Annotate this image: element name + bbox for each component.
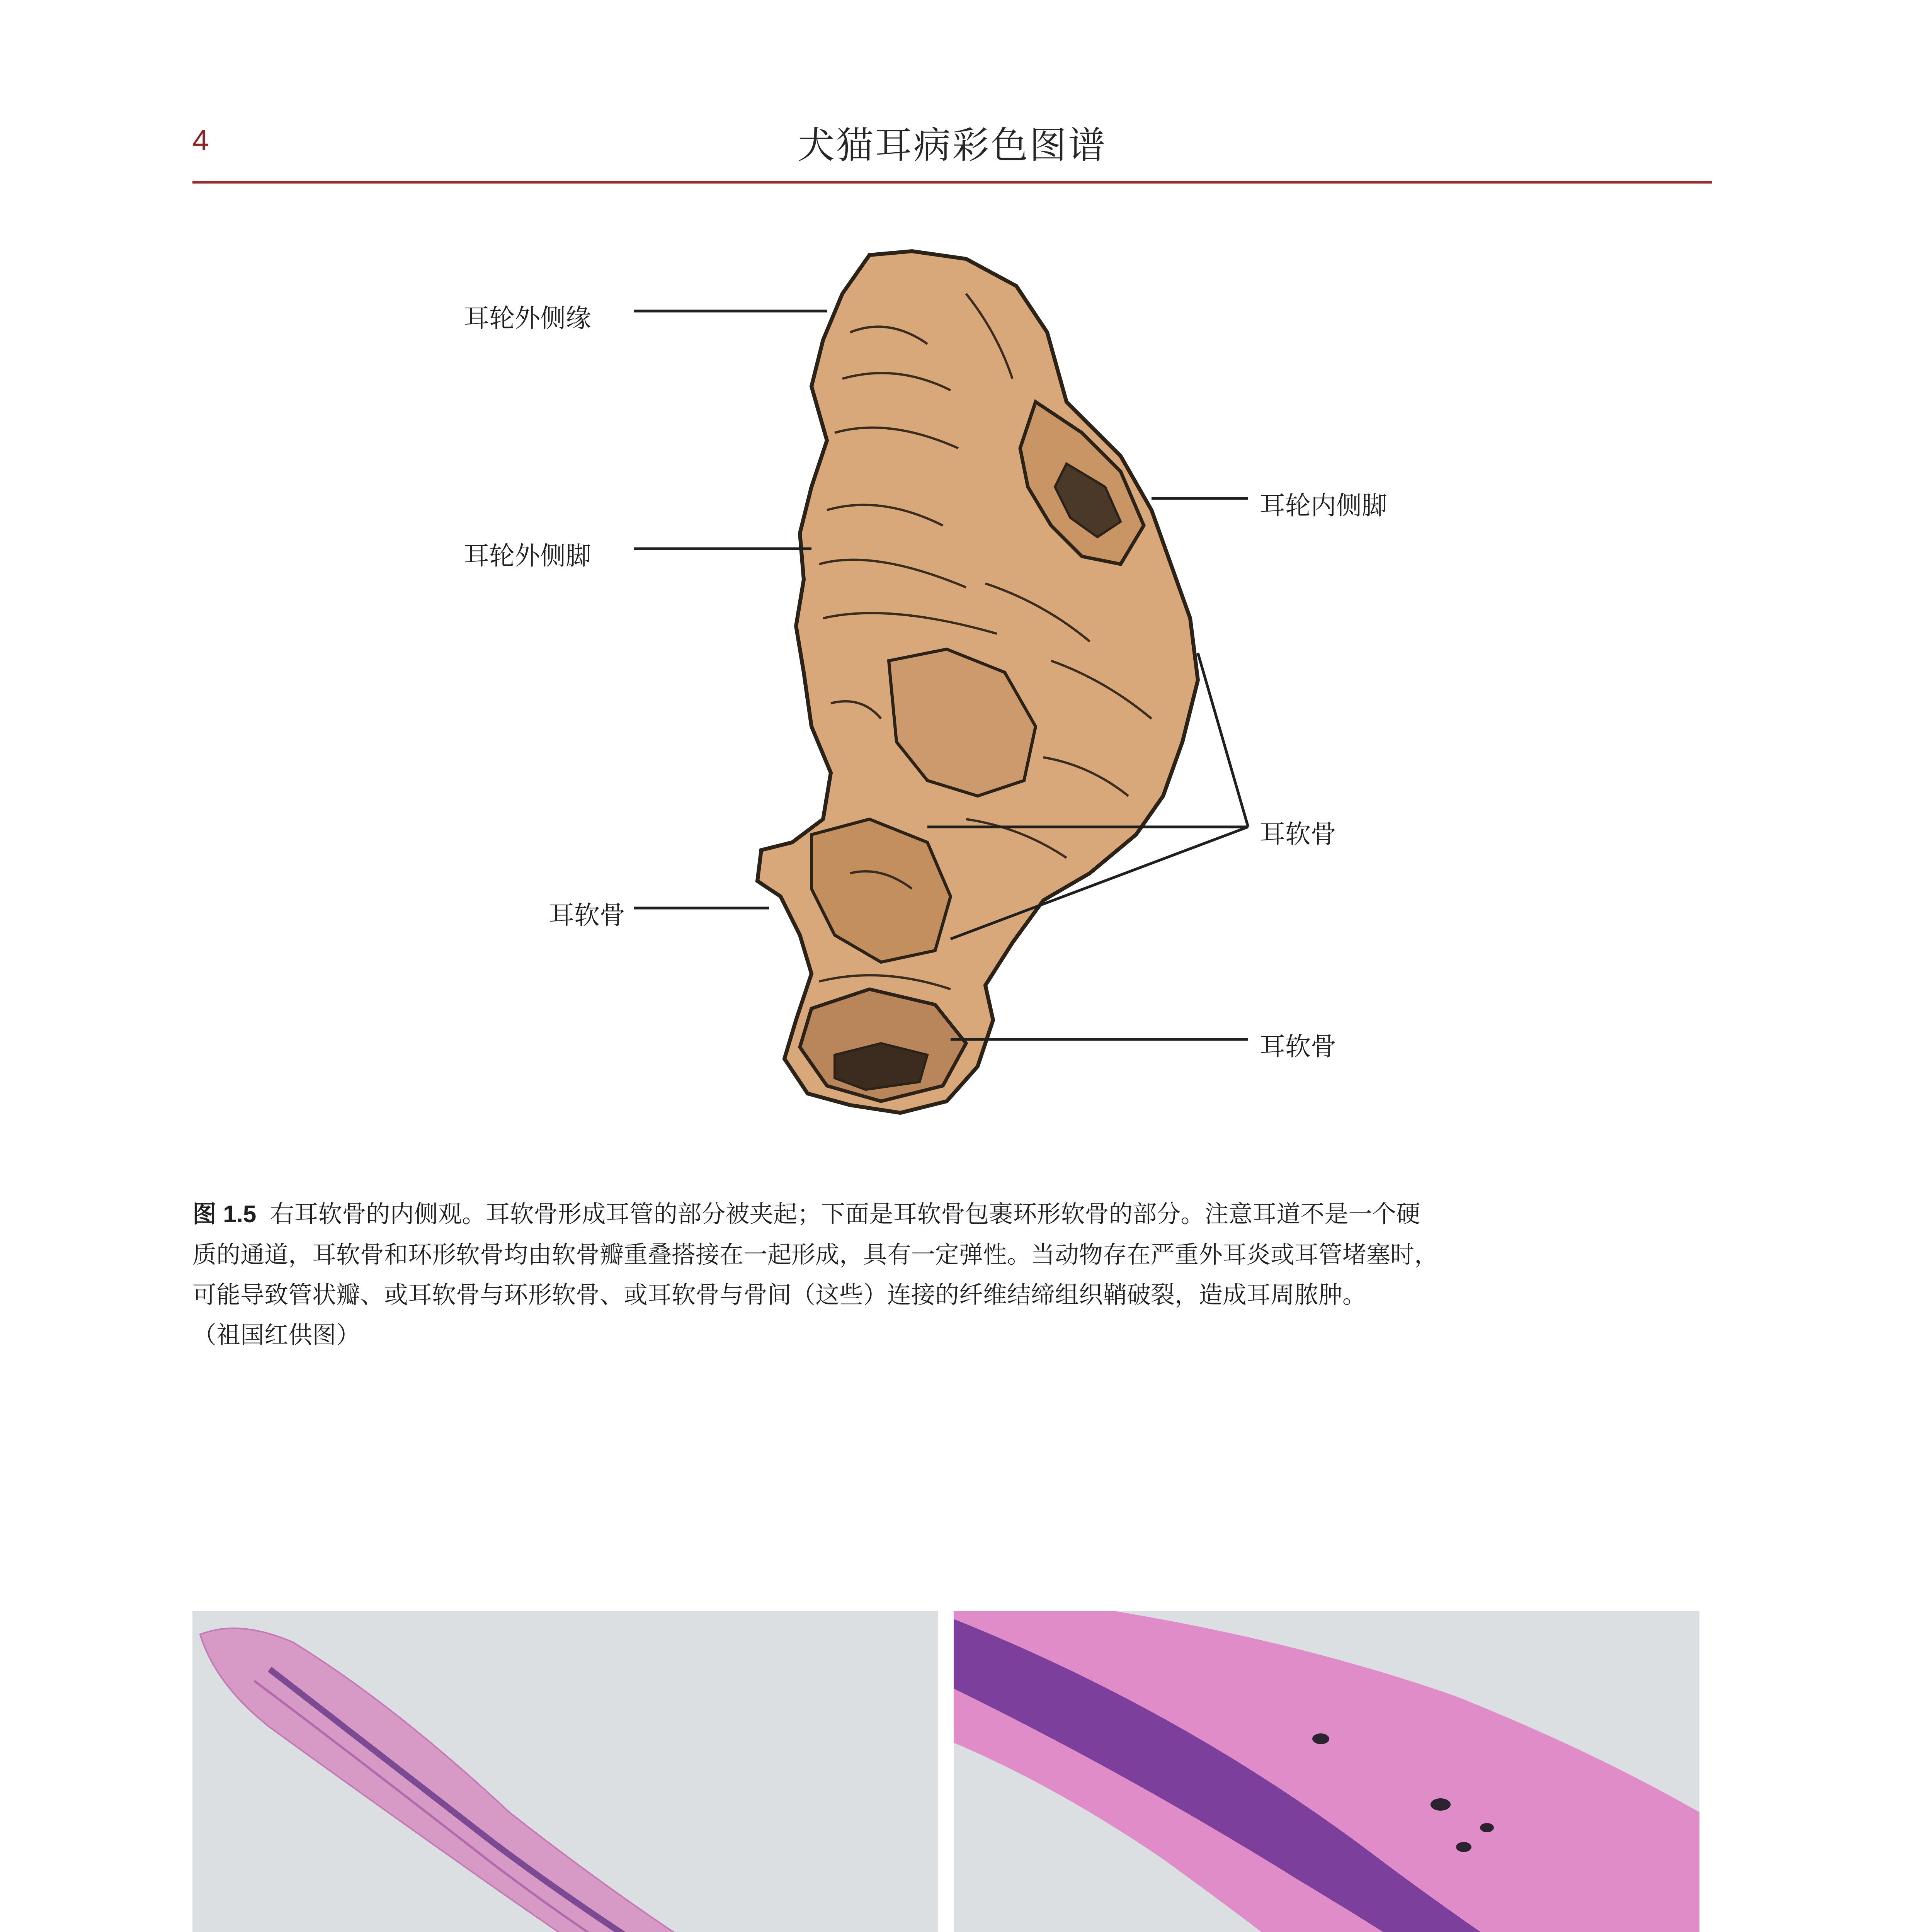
ear-cartilage-drawing xyxy=(464,216,1507,1163)
figure-1-5-illustration xyxy=(464,216,1507,1163)
callout-helix-medial-crus: 耳轮内侧脚 xyxy=(1260,491,1387,520)
page-number: 4 xyxy=(192,124,209,157)
caption-line: 可能导致管状瓣、或耳软骨与环形软骨、或耳软骨与骨间（这些）连接的纤维结缔组织鞘破裂，造成耳周脓肿。 xyxy=(192,1281,1367,1309)
figure-1-5-caption xyxy=(192,1194,1712,1355)
caption-credit: （祖国红供图） xyxy=(192,1321,361,1349)
caption-text: 右耳软骨的内侧观。耳软骨形成耳管的部分被夹起；下面是耳软骨包裹环形软骨的部分。注意耳道不是一个硬 xyxy=(270,1200,1420,1228)
figure-1-6-panel-b xyxy=(954,1611,1699,1932)
callout-auricular-cartilage-right: 耳软骨 xyxy=(1260,819,1336,849)
micrograph-b xyxy=(954,1611,1699,1932)
figure-1-6-panel-a xyxy=(192,1611,938,1932)
callout-auricular-cartilage-bottom: 耳软骨 xyxy=(1260,1032,1336,1061)
caption-line xyxy=(192,1194,1712,1235)
micrograph-a xyxy=(192,1611,938,1932)
callout-auricular-cartilage-left: 耳软骨 xyxy=(549,900,625,930)
book-title: 犬猫耳病彩色图谱 xyxy=(798,124,1107,167)
callout-helix-lateral-margin: 耳轮外侧缘 xyxy=(464,303,591,333)
callout-helix-lateral-crus: 耳轮外侧脚 xyxy=(464,541,591,571)
page-header xyxy=(192,116,1712,182)
figure-label: 图 1.5 xyxy=(192,1201,257,1228)
cartilage-base-opening xyxy=(835,1043,927,1090)
header-rule xyxy=(192,181,1712,184)
caption-line: 质的通道，耳软骨和环形软骨均由软骨瓣重叠搭接在一起形成，具有一定弹性。当动物存在严重外耳炎或耳管堵塞时， xyxy=(192,1240,1439,1269)
